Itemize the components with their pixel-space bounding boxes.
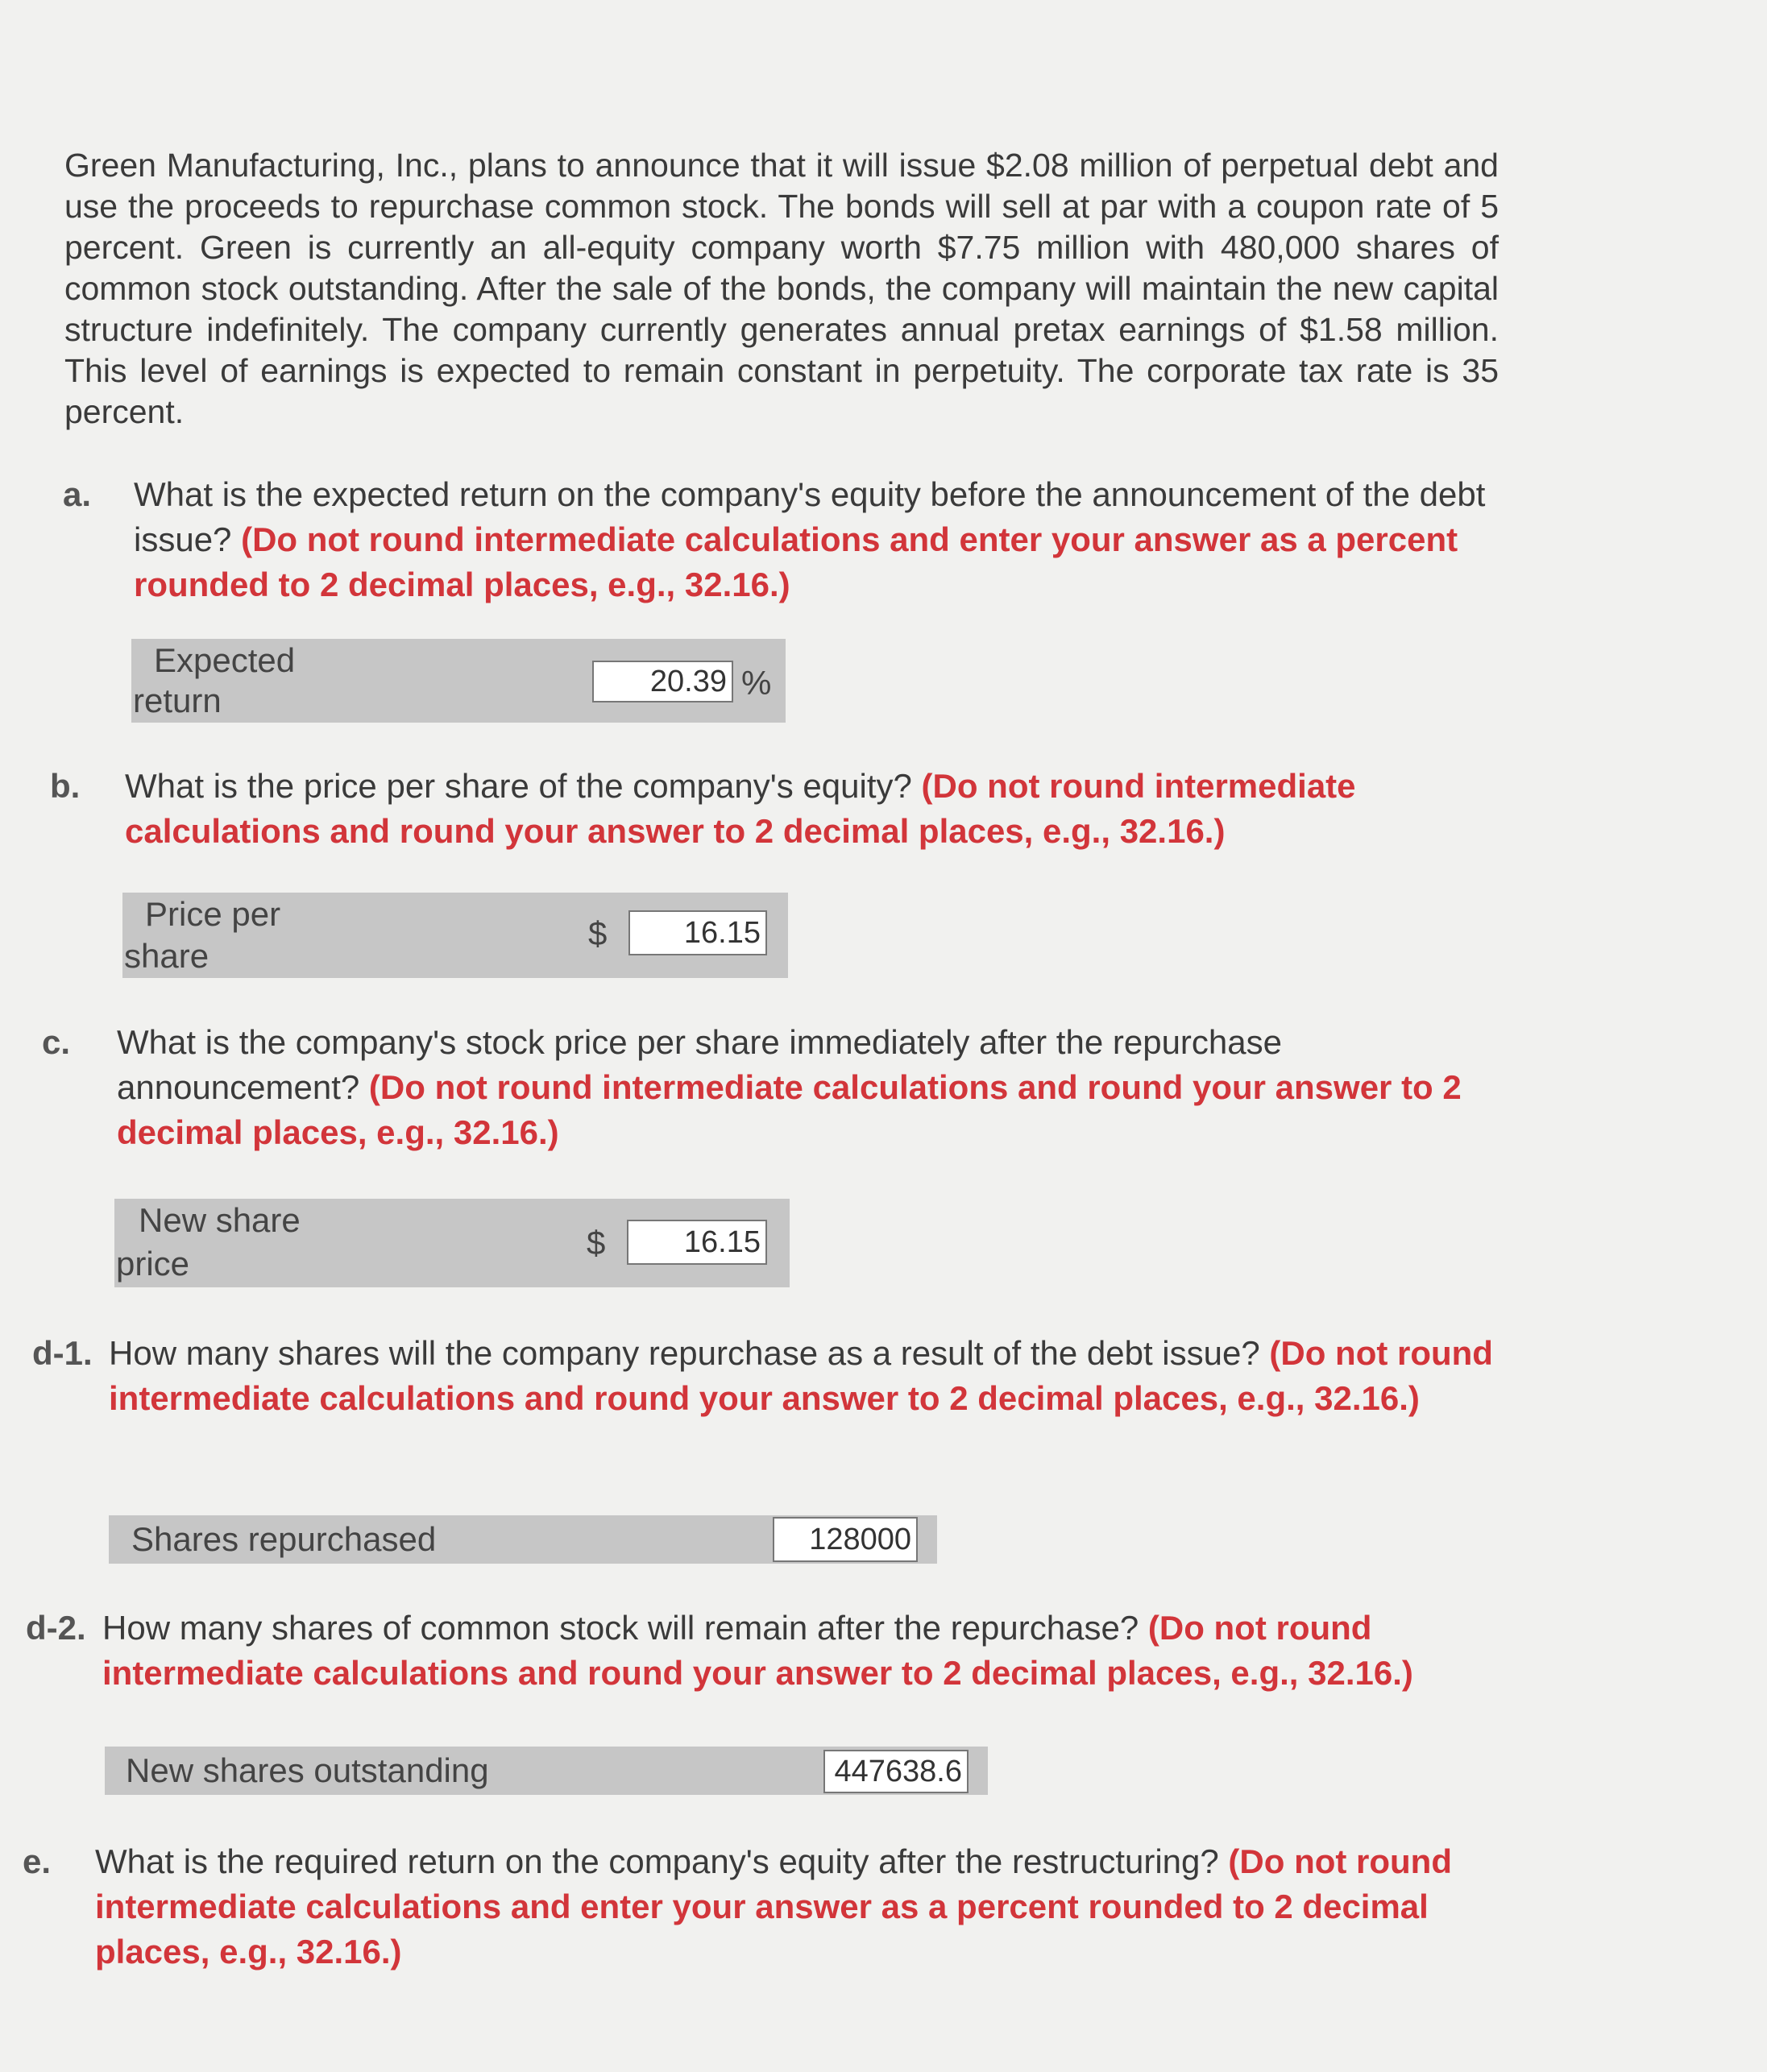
question-text: What is the price per share of the company's equity? (Do not round intermediate calculations and round your answer to 2 decimal places, e.g., 32.16.) [125,767,1356,850]
shares-repurchased-input[interactable]: 128000 [773,1517,918,1562]
answer-label: Expected [154,641,296,679]
question-b [50,764,1524,860]
new-shares-outstanding-input[interactable]: 447638.6 [823,1750,969,1793]
question-e [23,1839,1562,1984]
question-hint: (Do not round intermediate calculations and round your answer to 2 decimal places, e.g., 32.16.) [109,1334,1493,1417]
question-hint: (Do not round intermediate calculations and round your answer to 2 decimal places, e.g., 32.16.) [125,767,1356,850]
question-letter: a. [63,475,92,513]
answer-panel-new-shares-outstanding [105,1747,988,1795]
question-d1 [32,1331,1547,1476]
answer-label: Shares repurchased [131,1520,437,1558]
question-letter: b. [50,767,81,805]
new-share-price-input[interactable]: 16.15 [627,1220,767,1265]
question-text: How many shares of common stock will remain after the repurchase? (Do not round intermediate calculations and round your answer to 2 decimal places, e.g., 32.16.) [102,1609,1413,1692]
question-text: What is the expected return on the company's equity before the announcement of the debt issue? (Do not round intermediate calculations and enter your answer as a percent rounded to 2 decimal places, e.g., 32.16.) [134,475,1486,603]
dollar-unit: $ [588,914,608,952]
question-a [63,472,1513,601]
question-letter: e. [23,1842,52,1880]
price-per-share-input[interactable]: 16.15 [628,910,767,955]
answer-panel-new-share-price [114,1199,790,1287]
answer-label: New shares outstanding [126,1751,489,1789]
answer-label: New share [139,1201,301,1239]
question-hint: (Do not round intermediate calculations and enter your answer as a percent rounded to 2 decimal places, e.g., 32.16.) [95,1842,1452,1970]
answer-label: share [124,937,209,975]
question-hint: (Do not round intermediate calculations and round your answer to 2 decimal places, e.g., 32.16.) [102,1609,1413,1692]
question-d2 [26,1606,1549,1702]
question-letter: d-1. [32,1334,93,1372]
expected-return-input[interactable]: 20.39 [592,661,733,702]
problem-statement: Green Manufacturing, Inc., plans to announce that it will issue $2.08 million of perpetual debt and use the proceeds to repurchase common stock. The bonds will sell at par with a coupon rate of 5 percent. Green is currently an all-equity company worth $7.75 million with 480,000 shares of common stock outstanding. After the sale of the bonds, the company will maintain the new capital structure indefinitely. The company currently generates annual pretax earnings of $1.58 million. This level of earnings is expected to remain constant in perpetuity. The corporate tax rate is 35 percent. [64,147,1499,430]
question-letter: c. [42,1023,71,1061]
percent-unit: % [741,664,772,702]
answer-panel-shares-repurchased [109,1515,937,1564]
answer-panel-expected-return [131,639,786,723]
question-c [42,1020,1533,1165]
question-text: How many shares will the company repurchase as a result of the debt issue? (Do not round intermediate calculations and round your answer to 2 decimal places, e.g., 32.16.) [109,1334,1493,1417]
question-text: What is the required return on the company's equity after the restructuring? (Do not round intermediate calculations and enter your answer as a percent rounded to 2 decimal places, e.g., 32.16.) [95,1842,1452,1970]
answer-label: Price per [145,895,281,933]
question-letter: d-2. [26,1609,86,1647]
answer-label: price [116,1245,190,1283]
answer-panel-price-per-share [122,893,788,978]
question-text: What is the company's stock price per share immediately after the repurchase announcement? (Do not round intermediate calculations and round your answer to 2 decimal places, e.g., 32.16.) [117,1023,1462,1151]
question-hint: (Do not round intermediate calculations and round your answer to 2 decimal places, e.g., 32.16.) [117,1068,1462,1151]
dollar-unit: $ [587,1224,606,1262]
question-hint: (Do not round intermediate calculations and enter your answer as a percent rounded to 2 decimal places, e.g., 32.16.) [134,520,1458,603]
answer-label: return [133,682,222,719]
